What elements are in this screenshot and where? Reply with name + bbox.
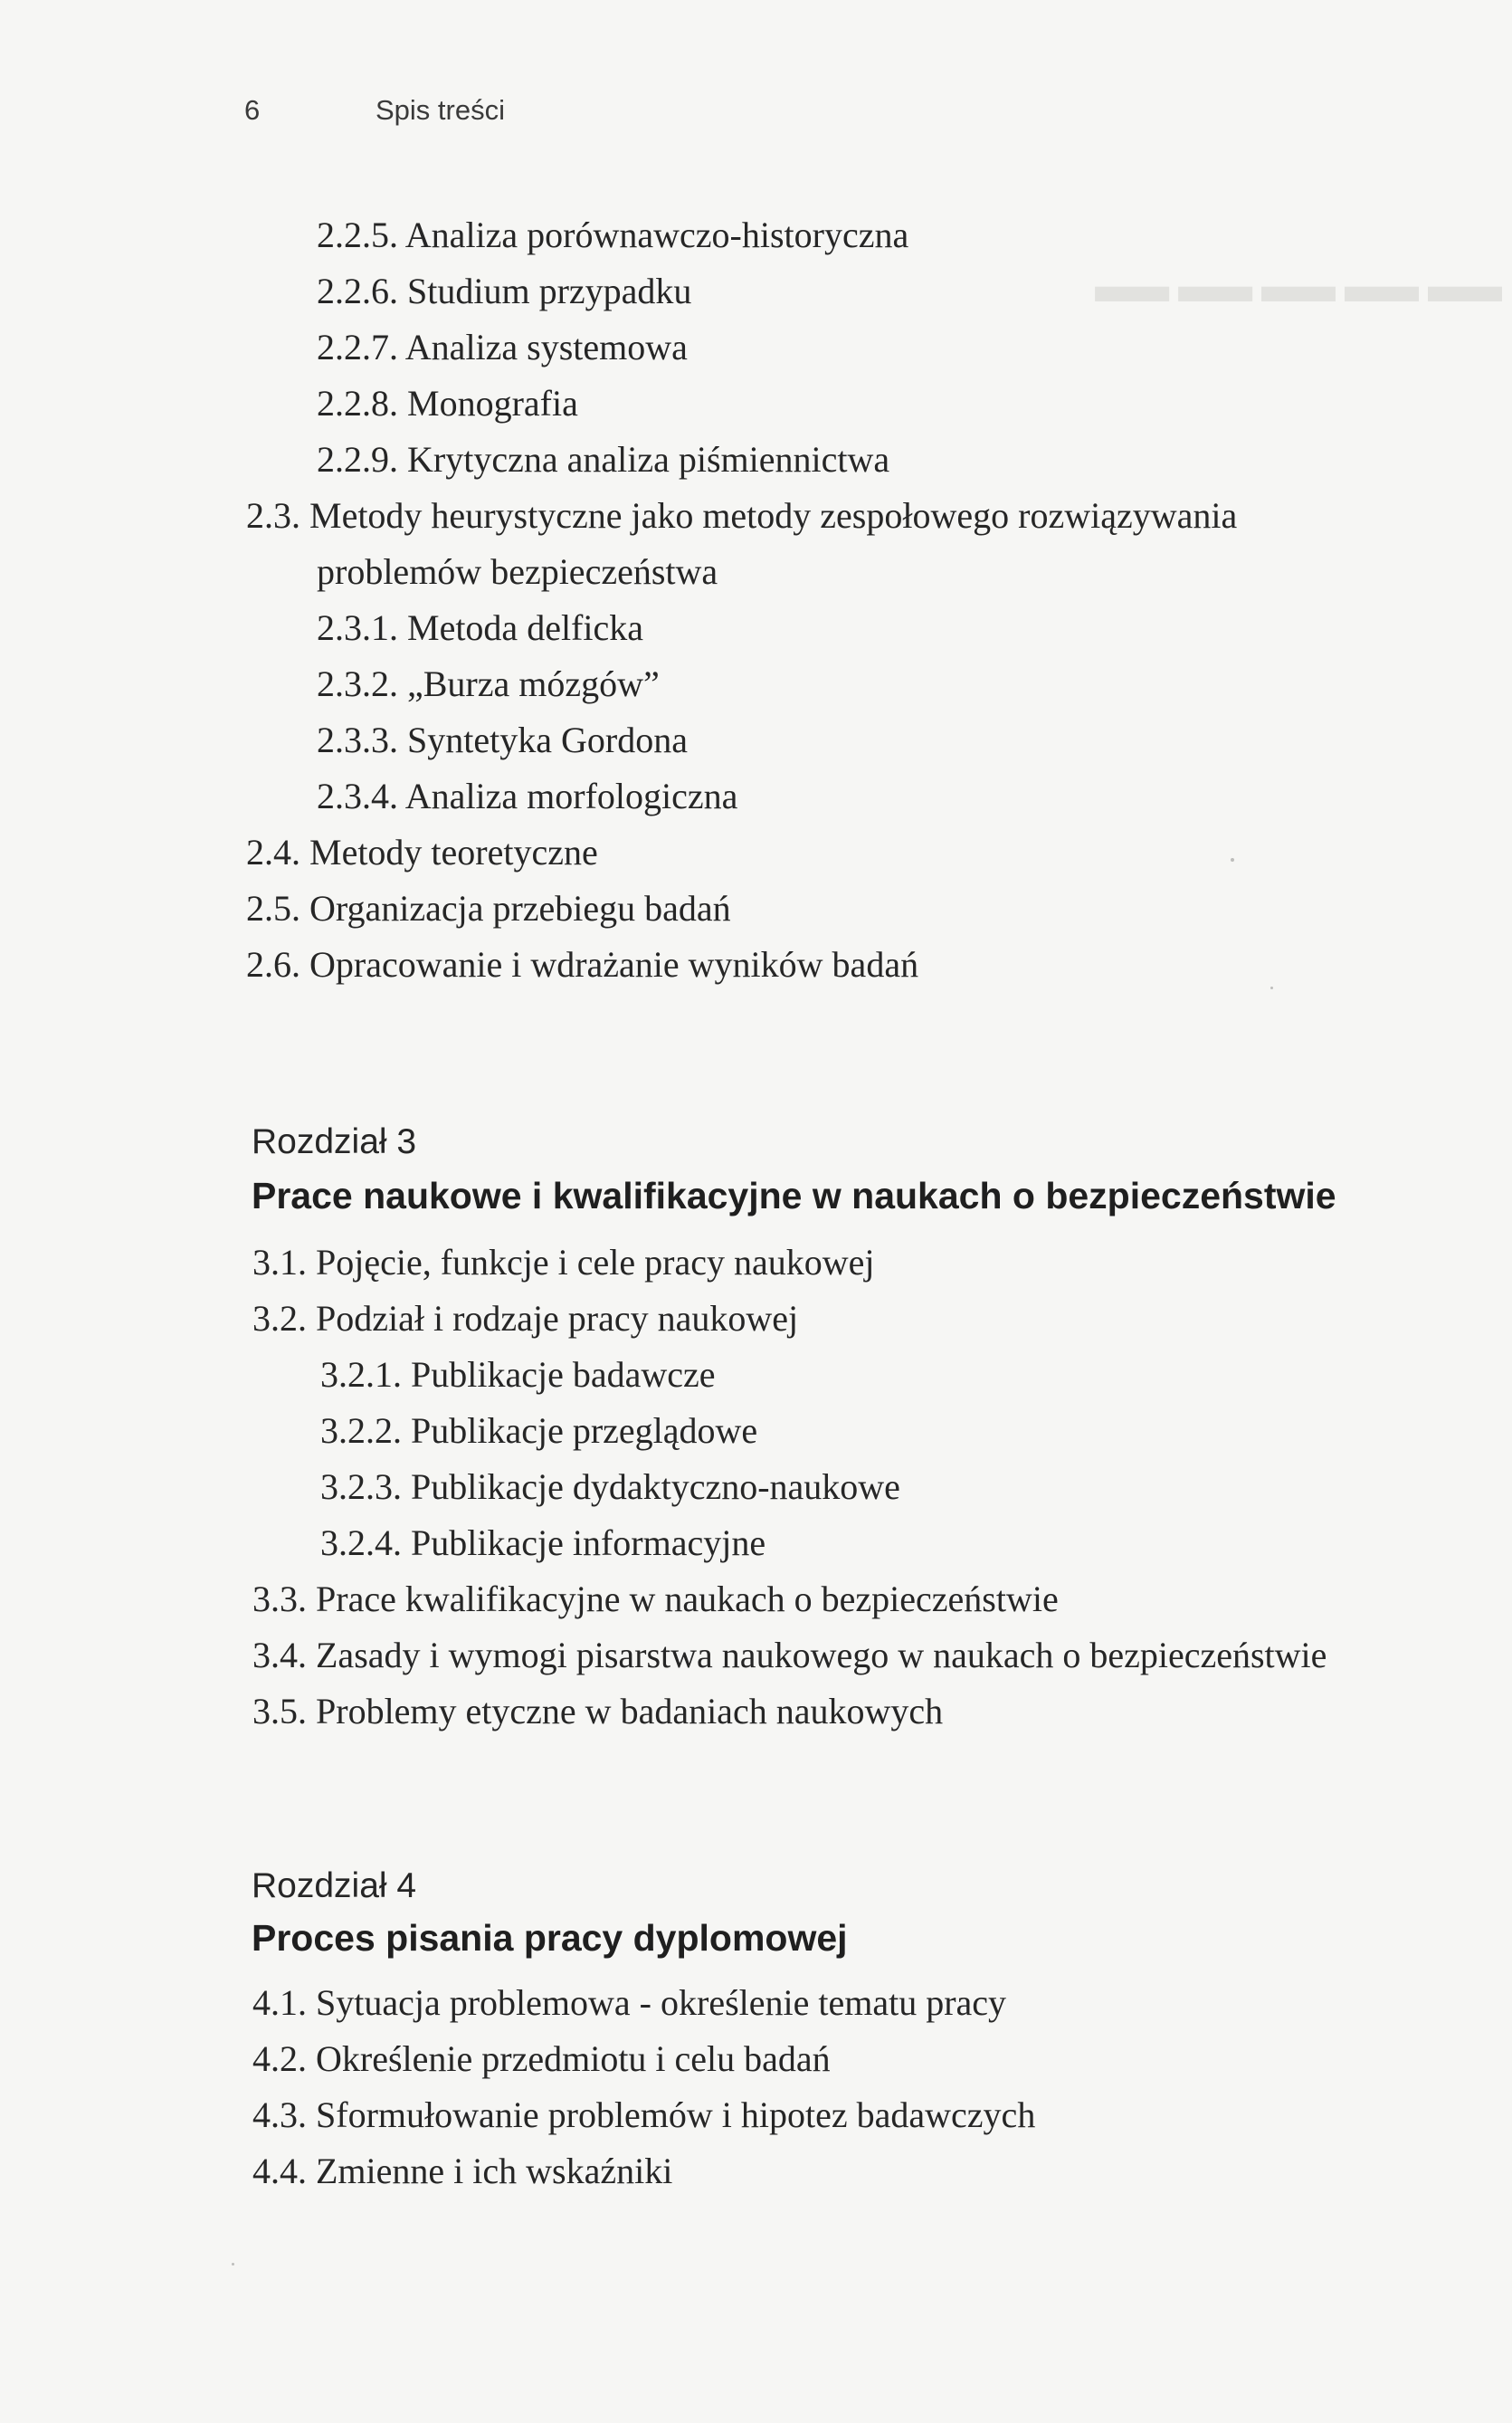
toc-entry: 2.6. Opracowanie i wdrażanie wyników badań bbox=[246, 944, 919, 985]
toc-entry: 4.3. Sformułowanie problemów i hipotez badawczych bbox=[252, 2094, 1036, 2135]
toc-entry: 3.1. Pojęcie, funkcje i cele pracy naukowej bbox=[252, 1242, 875, 1283]
toc-entry: 3.2.4. Publikacje informacyjne bbox=[320, 1522, 766, 1563]
toc-entry: 3.2.3. Publikacje dydaktyczno-naukowe bbox=[320, 1466, 900, 1507]
toc-entry: 3.2.2. Publikacje przeglądowe bbox=[320, 1410, 758, 1451]
toc-entry: 4.4. Zmienne i ich wskaźniki bbox=[252, 2151, 673, 2191]
chapter-label: Rozdział 3 bbox=[252, 1122, 417, 1161]
toc-entry: 2.4. Metody teoretyczne bbox=[246, 832, 598, 873]
toc-entry: 3.4. Zasady i wymogi pisarstwa naukowego w naukach o bezpieczeństwie bbox=[252, 1635, 1327, 1675]
page-number: 6 bbox=[244, 94, 261, 126]
toc-entry: 3.2.1. Publikacje badawcze bbox=[320, 1354, 716, 1395]
chapter-label: Rozdział 4 bbox=[252, 1866, 417, 1905]
toc-entry: 3.3. Prace kwalifikacyjne w naukach o bezpieczeństwie bbox=[252, 1579, 1059, 1619]
toc-entry: 4.2. Określenie przedmiotu i celu badań bbox=[252, 2038, 831, 2079]
toc-entry: 4.1. Sytuacja problemowa - określenie tematu pracy bbox=[252, 1982, 1007, 2023]
toc-entry: 3.5. Problemy etyczne w badaniach naukowych bbox=[252, 1691, 944, 1731]
toc-entry: 2.2.5. Analiza porównawczo-historyczna bbox=[317, 215, 909, 255]
toc-entry: 2.2.8. Monografia bbox=[317, 383, 578, 424]
chapter-title: Prace naukowe i kwalifikacyjne w naukach o bezpieczeństwie bbox=[252, 1175, 1336, 1216]
bleed-through-texture: ▁▁▁▁▁ bbox=[1096, 194, 1512, 299]
paper-speck bbox=[1231, 858, 1234, 862]
toc-entry: 2.5. Organizacja przebiegu badań bbox=[246, 888, 731, 929]
running-title: Spis treści bbox=[376, 94, 505, 126]
toc-entry: 2.3. Metody heurystyczne jako metody zespołowego rozwiązywania bbox=[246, 495, 1238, 536]
toc-entry: 2.2.6. Studium przypadku bbox=[317, 271, 692, 311]
paper-speck bbox=[232, 2263, 234, 2266]
toc-entry-continuation: problemów bezpieczeństwa bbox=[317, 551, 718, 592]
toc-entry: 2.2.9. Krytyczna analiza piśmiennictwa bbox=[317, 439, 890, 480]
toc-entry: 2.3.2. „Burza mózgów” bbox=[317, 663, 660, 704]
toc-entry: 2.3.1. Metoda delficka bbox=[317, 607, 643, 648]
toc-entry: 3.2. Podział i rodzaje pracy naukowej bbox=[252, 1298, 799, 1339]
toc-entry: 2.3.3. Syntetyka Gordona bbox=[317, 720, 688, 760]
toc-entry: 2.3.4. Analiza morfologiczna bbox=[317, 776, 738, 816]
chapter-title: Proces pisania pracy dyplomowej bbox=[252, 1917, 848, 1959]
toc-entry: 2.2.7. Analiza systemowa bbox=[317, 327, 688, 367]
paper-speck bbox=[1270, 987, 1273, 989]
